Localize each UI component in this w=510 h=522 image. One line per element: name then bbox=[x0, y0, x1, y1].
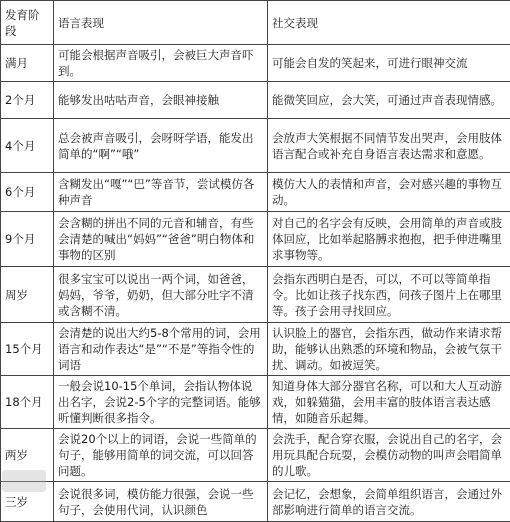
language-cell: 会说20个以上的词语，会说一些简单的句子，能够用简单的词交流，可以回答问题。 bbox=[54, 429, 268, 482]
language-cell: 一般会说10-15个单词，会指认物体说出名字，会说2-5个字的完整词语。能够听懂判断很多指令。 bbox=[54, 376, 268, 429]
header-stage: 发育阶段 bbox=[1, 1, 54, 45]
language-cell: 总会被声音吸引，会呀呀学语，能发出简单的“啊”“哦” bbox=[54, 119, 268, 173]
table-row bbox=[1, 429, 510, 482]
stage-cell: 周岁 bbox=[1, 267, 54, 323]
stage-cell: 三岁 bbox=[1, 482, 54, 522]
table-row bbox=[1, 45, 510, 82]
table-row bbox=[1, 173, 510, 212]
social-cell: 会记忆，会想象，会简单组织语言，会通过外部影响进行简单的语言交流。 bbox=[268, 482, 510, 522]
language-cell: 可能会根据声音吸引，会被巨大声音吓到。 bbox=[54, 45, 268, 82]
social-cell: 会洗手，配合穿衣服，会说出自己的名字，会用玩具配合玩耍，会模仿动物的叫声会唱简单的儿歌。 bbox=[268, 429, 510, 482]
language-cell: 能够发出咕咕声音，会眼神接触 bbox=[54, 82, 268, 119]
watermark-logo bbox=[2, 470, 46, 492]
stage-cell: 18个月 bbox=[1, 376, 54, 429]
language-cell: 含糊发出“嘎”“巴”等音节，尝试模仿各种声音 bbox=[54, 173, 268, 212]
stage-cell: 2个月 bbox=[1, 82, 54, 119]
social-cell: 能微笑回应，会大笑，可通过声音表现情感。 bbox=[268, 82, 510, 119]
table-row bbox=[1, 376, 510, 429]
table-row bbox=[1, 82, 510, 119]
stage-cell: 15个月 bbox=[1, 323, 54, 376]
table-row bbox=[1, 323, 510, 376]
table-row bbox=[1, 482, 510, 522]
table-row bbox=[1, 267, 510, 323]
social-cell: 可能会自发的笑起来，可进行眼神交流 bbox=[268, 45, 510, 82]
social-cell: 知道身体大部分器官名称，可以和大人互动游戏，如躲猫猫，会用丰富的肢体语言表达感情，如随音乐起舞。 bbox=[268, 376, 510, 429]
social-cell: 对自己的名字会有反映，会用简单的声音或肢体回应，比如举起胳膊求抱抱，把手伸进嘴里求事物等。 bbox=[268, 212, 510, 267]
header-social: 社交表现 bbox=[268, 1, 510, 45]
header-row bbox=[1, 1, 510, 45]
language-cell: 很多宝宝可以说出一两个词，如爸爸，妈妈，爷爷，奶奶，但大部分吐字不清或含糊不清。 bbox=[54, 267, 268, 323]
stage-cell: 6个月 bbox=[1, 173, 54, 212]
social-cell: 模仿大人的表情和声音，会对感兴趣的事物互动。 bbox=[268, 173, 510, 212]
language-cell: 会清楚的说出大约5-8个常用的词，会用语言和动作表达“是”“不是”等指令性的词语 bbox=[54, 323, 268, 376]
language-cell: 会说很多词，模仿能力很强，会说一些句子，会使用代词，认识颜色 bbox=[54, 482, 268, 522]
language-cell: 会含糊的拼出不同的元音和辅音，有些会清楚的喊出“妈妈”“爸爸”明白物体和事物的区别 bbox=[54, 212, 268, 267]
social-cell: 认识脸上的器官，会指东西，做动作来请求帮助，能够认出熟悉的环境和物品，会被气氛干扰、调动。如被逗笑。 bbox=[268, 323, 510, 376]
header-language: 语言表现 bbox=[54, 1, 268, 45]
social-cell: 会指东西明白是否，可以，不可以等简单指令。比如让孩子找东西，问孩子图片上在哪里等。孩子会用寻找回应。 bbox=[268, 267, 510, 323]
stage-cell: 4个月 bbox=[1, 119, 54, 173]
table-row bbox=[1, 212, 510, 267]
stage-cell: 9个月 bbox=[1, 212, 54, 267]
social-cell: 会放声大笑根据不同情节发出哭声，会用肢体语言配合或补充自身语言表达需求和意愿。 bbox=[268, 119, 510, 173]
stage-cell: 满月 bbox=[1, 45, 54, 82]
table-row bbox=[1, 119, 510, 173]
stage-cell: 两岁 bbox=[1, 429, 54, 482]
